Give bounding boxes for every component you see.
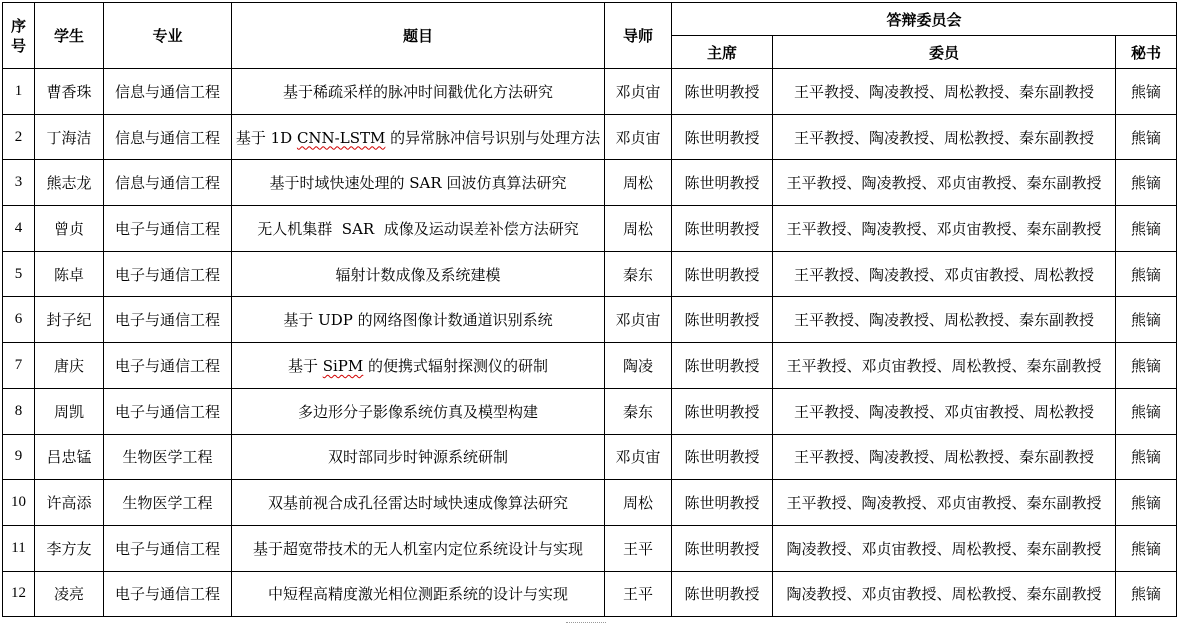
cell-student: 吕忠锰 — [35, 434, 104, 480]
header-topic: 题目 — [232, 3, 605, 69]
defense-schedule-table — [2, 2, 1177, 617]
cell-members: 王平教授、陶凌教授、邓贞宙教授、周松教授 — [773, 388, 1116, 434]
cell-chair: 陈世明教授 — [672, 297, 773, 343]
cell-advisor: 王平 — [605, 525, 672, 571]
cell-topic: 双基前视合成孔径雷达时域快速成像算法研究 — [232, 480, 605, 526]
cell-advisor: 邓贞宙 — [605, 69, 672, 115]
cell-chair: 陈世明教授 — [672, 114, 773, 160]
cell-student: 曾贞 — [35, 206, 104, 252]
cell-advisor: 周松 — [605, 206, 672, 252]
table-row — [3, 206, 1177, 252]
cell-seq: 5 — [3, 251, 35, 297]
table-row — [3, 525, 1177, 571]
cell-chair: 陈世明教授 — [672, 434, 773, 480]
cell-student: 丁海洁 — [35, 114, 104, 160]
cell-chair: 陈世明教授 — [672, 343, 773, 389]
cell-advisor: 邓贞宙 — [605, 114, 672, 160]
cell-advisor: 王平 — [605, 571, 672, 617]
cell-seq: 4 — [3, 206, 35, 252]
cell-members: 王平教授、陶凌教授、邓贞宙教授、秦东副教授 — [773, 160, 1116, 206]
cell-major: 电子与通信工程 — [104, 251, 232, 297]
cell-advisor: 秦东 — [605, 251, 672, 297]
cell-secretary: 熊镝 — [1116, 69, 1177, 115]
cell-chair: 陈世明教授 — [672, 571, 773, 617]
cell-chair: 陈世明教授 — [672, 69, 773, 115]
cell-members: 王平教授、陶凌教授、邓贞宙教授、周松教授 — [773, 251, 1116, 297]
cell-topic: 多边形分子影像系统仿真及模型构建 — [232, 388, 605, 434]
cell-advisor: 邓贞宙 — [605, 434, 672, 480]
cell-student: 李方友 — [35, 525, 104, 571]
cell-members: 王平教授、陶凌教授、周松教授、秦东副教授 — [773, 114, 1116, 160]
cell-secretary: 熊镝 — [1116, 388, 1177, 434]
cell-advisor: 秦东 — [605, 388, 672, 434]
cell-student: 许高添 — [35, 480, 104, 526]
cell-student: 凌亮 — [35, 571, 104, 617]
cell-seq: 2 — [3, 114, 35, 160]
cell-topic: 辐射计数成像及系统建模 — [232, 251, 605, 297]
header-secretary: 秘书 — [1116, 36, 1177, 69]
cell-major: 电子与通信工程 — [104, 525, 232, 571]
cell-seq: 12 — [3, 571, 35, 617]
cell-seq: 9 — [3, 434, 35, 480]
cell-topic: 无人机集群 SAR 成像及运动误差补偿方法研究 — [232, 206, 605, 252]
cell-major: 电子与通信工程 — [104, 571, 232, 617]
cell-student: 曹香珠 — [35, 69, 104, 115]
cell-chair: 陈世明教授 — [672, 480, 773, 526]
cell-secretary: 熊镝 — [1116, 206, 1177, 252]
page-footer-mark — [566, 622, 606, 626]
cell-secretary: 熊镝 — [1116, 160, 1177, 206]
cell-secretary: 熊镝 — [1116, 297, 1177, 343]
cell-members: 王平教授、邓贞宙教授、周松教授、秦东副教授 — [773, 343, 1116, 389]
cell-student: 陈卓 — [35, 251, 104, 297]
cell-topic: 基于 UDP 的网络图像计数通道识别系统 — [232, 297, 605, 343]
cell-major: 信息与通信工程 — [104, 114, 232, 160]
topic-text-spellcheck: SiPM — [322, 356, 364, 375]
cell-topic: 双时部同步时钟源系统研制 — [232, 434, 605, 480]
table-row — [3, 160, 1177, 206]
cell-members: 王平教授、陶凌教授、周松教授、秦东副教授 — [773, 434, 1116, 480]
table-row — [3, 480, 1177, 526]
cell-topic — [232, 114, 605, 160]
header-committee: 答辩委员会 — [672, 3, 1177, 36]
header-members: 委员 — [773, 36, 1116, 69]
header-seq-label: 序号 — [10, 16, 26, 55]
topic-text-pre: 基于 1D — [235, 128, 297, 147]
cell-major: 电子与通信工程 — [104, 343, 232, 389]
table-row — [3, 69, 1177, 115]
topic-text-post: 的异常脉冲信号识别与处理方法 — [385, 128, 601, 147]
cell-seq: 11 — [3, 525, 35, 571]
cell-advisor: 周松 — [605, 480, 672, 526]
table-row — [3, 297, 1177, 343]
cell-secretary: 熊镝 — [1116, 343, 1177, 389]
cell-advisor: 陶凌 — [605, 343, 672, 389]
header-major: 专业 — [104, 3, 232, 69]
cell-members: 王平教授、陶凌教授、邓贞宙教授、秦东副教授 — [773, 206, 1116, 252]
cell-student: 熊志龙 — [35, 160, 104, 206]
table-row — [3, 343, 1177, 389]
cell-advisor: 邓贞宙 — [605, 297, 672, 343]
cell-secretary: 熊镝 — [1116, 114, 1177, 160]
cell-chair: 陈世明教授 — [672, 388, 773, 434]
cell-seq: 10 — [3, 480, 35, 526]
cell-members: 王平教授、陶凌教授、邓贞宙教授、秦东副教授 — [773, 480, 1116, 526]
topic-text-post: 的便携式辐射探测仪的研制 — [363, 356, 549, 375]
cell-topic: 中短程高精度激光相位测距系统的设计与实现 — [232, 571, 605, 617]
cell-topic: 基于稀疏采样的脉冲时间戳优化方法研究 — [232, 69, 605, 115]
header-student: 学生 — [35, 3, 104, 69]
topic-text-pre: 基于 — [287, 356, 323, 375]
table-row — [3, 434, 1177, 480]
cell-major: 电子与通信工程 — [104, 388, 232, 434]
cell-major: 信息与通信工程 — [104, 69, 232, 115]
header-advisor: 导师 — [605, 3, 672, 69]
cell-seq: 3 — [3, 160, 35, 206]
cell-secretary: 熊镝 — [1116, 571, 1177, 617]
cell-topic: 基于时域快速处理的 SAR 回波仿真算法研究 — [232, 160, 605, 206]
table-row — [3, 251, 1177, 297]
cell-seq: 8 — [3, 388, 35, 434]
table-row — [3, 388, 1177, 434]
cell-student: 周凯 — [35, 388, 104, 434]
topic-text-spellcheck: CNN-LSTM — [296, 128, 386, 147]
cell-secretary: 熊镝 — [1116, 525, 1177, 571]
cell-student: 唐庆 — [35, 343, 104, 389]
cell-student: 封子纪 — [35, 297, 104, 343]
cell-topic: 基于超宽带技术的无人机室内定位系统设计与实现 — [232, 525, 605, 571]
cell-major: 电子与通信工程 — [104, 206, 232, 252]
cell-chair: 陈世明教授 — [672, 525, 773, 571]
cell-chair: 陈世明教授 — [672, 251, 773, 297]
cell-major: 生物医学工程 — [104, 480, 232, 526]
cell-members: 王平教授、陶凌教授、周松教授、秦东副教授 — [773, 69, 1116, 115]
table-row — [3, 571, 1177, 617]
cell-major: 信息与通信工程 — [104, 160, 232, 206]
cell-seq: 7 — [3, 343, 35, 389]
cell-advisor: 周松 — [605, 160, 672, 206]
table-row — [3, 114, 1177, 160]
cell-secretary: 熊镝 — [1116, 434, 1177, 480]
cell-secretary: 熊镝 — [1116, 480, 1177, 526]
header-row-1 — [3, 3, 1177, 36]
cell-secretary: 熊镝 — [1116, 251, 1177, 297]
cell-chair: 陈世明教授 — [672, 206, 773, 252]
cell-seq: 6 — [3, 297, 35, 343]
cell-major: 生物医学工程 — [104, 434, 232, 480]
cell-members: 王平教授、陶凌教授、周松教授、秦东副教授 — [773, 297, 1116, 343]
cell-chair: 陈世明教授 — [672, 160, 773, 206]
cell-topic — [232, 343, 605, 389]
cell-major: 电子与通信工程 — [104, 297, 232, 343]
header-chair: 主席 — [672, 36, 773, 69]
cell-seq: 1 — [3, 69, 35, 115]
cell-members: 陶凌教授、邓贞宙教授、周松教授、秦东副教授 — [773, 571, 1116, 617]
header-seq — [3, 3, 35, 69]
cell-members: 陶凌教授、邓贞宙教授、周松教授、秦东副教授 — [773, 525, 1116, 571]
